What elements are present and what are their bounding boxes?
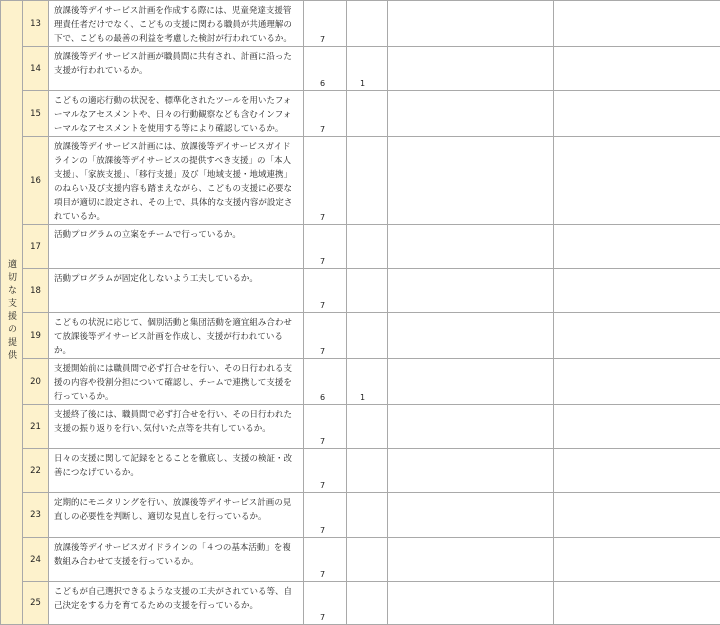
answer-unknown-cell [388,449,554,493]
comment-cell [554,493,720,538]
answer-unknown-cell [388,582,554,625]
item-number: 17 [23,225,49,269]
answer-yes-count-value: 6 [304,393,346,404]
answer-no-count [347,47,388,91]
answer-yes-count-value: 7 [304,301,346,312]
comment-cell [554,269,720,313]
answer-no-count-value: 1 [347,79,387,90]
answer-yes-count [304,493,347,538]
table-row [1,493,720,538]
table-row [1,137,720,225]
answer-unknown-cell [388,1,554,47]
answer-no-count [347,91,388,137]
comment-cell [554,538,720,582]
answer-unknown-cell [388,225,554,269]
answer-yes-count-value: 7 [304,613,346,624]
answer-no-count [347,137,388,225]
question-text: 放課後等デイサービス計画には、放課後等デイサービスガイドラインの「放課後等デイサービスの提供すべき支援」の「本人支援」、「家族支援」、「移行支援」及び「地域支援・地域連携」のねらい及び支援内容も踏まえながら、こどもの支援に必要な項目が適切に設定され、その上で、具体的な支援内容が設定されているか。 [49,137,304,225]
table-row [1,91,720,137]
answer-unknown-cell [388,47,554,91]
answer-yes-count-value: 6 [304,79,346,90]
answer-unknown-cell [388,538,554,582]
answer-yes-count-value: 7 [304,347,346,358]
comment-cell [554,1,720,47]
answer-unknown-cell [388,493,554,538]
question-text: 定期的にモニタリングを行い、放課後等デイサービス計画の見直しの必要性を判断し、適切な見直しを行っているか。 [49,493,304,538]
answer-no-count-value [347,622,387,624]
table-row [1,47,720,91]
answer-no-count [347,582,388,625]
comment-cell [554,405,720,449]
table-row [1,359,720,405]
table-row [1,582,720,625]
answer-yes-count [304,359,347,405]
answer-no-count [347,449,388,493]
item-number: 21 [23,405,49,449]
item-number: 14 [23,47,49,91]
answer-yes-count [304,313,347,359]
question-text: 放課後等デイサービスガイドラインの「４つの基本活動」を複数組み合わせて支援を行っているか。 [49,538,304,582]
answer-yes-count-value: 7 [304,570,346,581]
item-number: 23 [23,493,49,538]
answer-yes-count-value: 7 [304,213,346,224]
table-row [1,313,720,359]
question-text: 活動プログラムが固定化しないよう工夫しているか。 [49,269,304,313]
answer-yes-count [304,47,347,91]
item-number: 22 [23,449,49,493]
comment-cell [554,582,720,625]
answer-unknown-cell [388,269,554,313]
comment-cell [554,47,720,91]
answer-yes-count [304,582,347,625]
table-row [1,405,720,449]
question-text: 日々の支援に関して記録をとることを徹底し、支援の検証・改善につなげているか。 [49,449,304,493]
question-text: こどもの適応行動の状況を、標準化されたツールを用いたフォーマルなアセスメントや、日々の行動観察なども含むインフォーマルなアセスメントを使用する等により確認しているか。 [49,91,304,137]
answer-yes-count [304,1,347,47]
comment-cell [554,91,720,137]
answer-no-count [347,1,388,47]
answer-no-count [347,225,388,269]
answer-no-count [347,313,388,359]
question-text: 支援終了後には、職員間で必ず打合せを行い、その日行われた支援の振り返りを行い､気付いた点等を共有しているか。 [49,405,304,449]
answer-no-count [347,359,388,405]
question-text: 放課後等デイサービス計画を作成する際には、児童発達支援管理責任者だけでなく、こどもの支援に関わる職員が共通理解の下で、こどもの最善の利益を考慮した検討が行われているか。 [49,1,304,47]
question-text: 活動プログラムの立案をチームで行っているか。 [49,225,304,269]
table-row [1,538,720,582]
answer-unknown-cell [388,137,554,225]
question-text: こどもが自己選択できるような支援の工夫がされている等、自己決定をする力を育てるための支援を行っているか。 [49,582,304,625]
question-text: 支援開始前には職員間で必ず打合せを行い、その日行われる支援の内容や役割分担について確認し、チームで連携して支援を行っているか。 [49,359,304,405]
table-row [1,1,720,47]
comment-cell [554,313,720,359]
question-text: こどもの状況に応じて、個別活動と集団活動を適宜組み合わせて放課後等デイサービス計画を作成し、支援が行われているか。 [49,313,304,359]
answer-yes-count-value: 7 [304,35,346,46]
answer-yes-count [304,137,347,225]
answer-unknown-cell [388,359,554,405]
answer-yes-count [304,405,347,449]
answer-unknown-cell [388,405,554,449]
answer-yes-count [304,91,347,137]
answer-unknown-cell [388,91,554,137]
answer-no-count-value: 1 [347,393,387,404]
answer-no-count [347,405,388,449]
comment-cell [554,449,720,493]
answer-yes-count [304,449,347,493]
category-cell [1,1,23,625]
item-number: 25 [23,582,49,625]
item-number: 18 [23,269,49,313]
answer-yes-count-value: 7 [304,125,346,136]
answer-yes-count [304,538,347,582]
comment-cell [554,359,720,405]
item-number: 19 [23,313,49,359]
table-row [1,225,720,269]
answer-yes-count [304,269,347,313]
answer-no-count [347,493,388,538]
answer-yes-count-value: 7 [304,257,346,268]
answer-no-count [347,538,388,582]
item-number: 16 [23,137,49,225]
item-number: 24 [23,538,49,582]
item-number: 15 [23,91,49,137]
comment-cell [554,137,720,225]
item-number: 13 [23,1,49,47]
item-number: 20 [23,359,49,405]
answer-yes-count [304,225,347,269]
question-text: 放課後等デイサービス計画が職員間に共有され、計画に沿った支援が行われているか。 [49,47,304,91]
answer-yes-count-value: 7 [304,481,346,492]
answer-yes-count-value: 7 [304,526,346,537]
answer-yes-count-value: 7 [304,437,346,448]
comment-cell [554,225,720,269]
table-row [1,269,720,313]
answer-unknown-cell [388,313,554,359]
table-row [1,449,720,493]
answer-no-count [347,269,388,313]
category-label: 適切な支援の提供 [5,259,18,363]
